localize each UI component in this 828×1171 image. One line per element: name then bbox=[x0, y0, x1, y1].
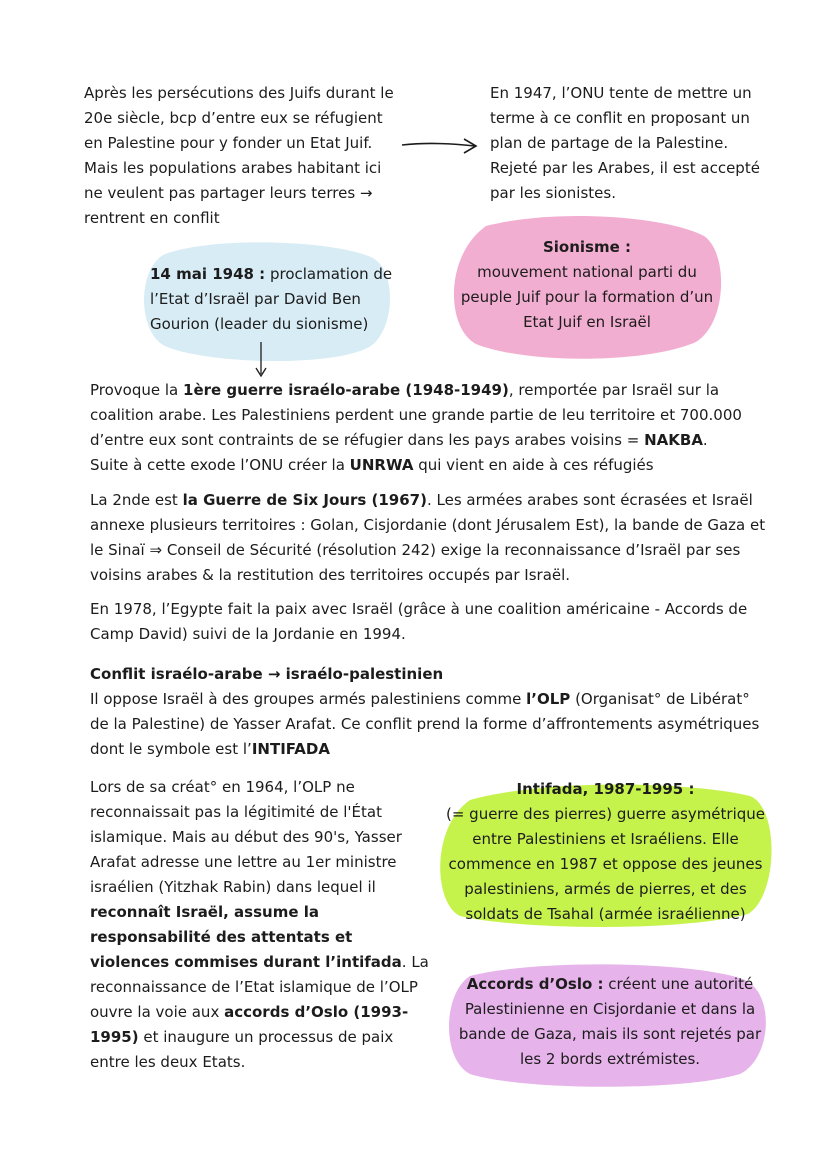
intro-right-text: En 1947, l’ONU tente de mettre un terme à ce conflit en proposant un plan de partage de la Palestine. Rejeté par les Arabes, il est accepté par les sionistes. bbox=[490, 84, 760, 202]
paragraph-first-war: Provoque la 1ère guerre israélo-arabe (1948-1949), remportée par Israël sur la coalition arabe. Les Palestiniens perdent une grande partie de leu territoire et 700.000 d’entre eux sont contraints de se réfugier dans les pays arabes voisins = NAKBA. Suite à cette exode l’ONU créer la UNRWA qui vient en aide à ces réfugiés bbox=[90, 381, 742, 474]
box-intifada-title: Intifada, 1987-1995 : bbox=[516, 780, 695, 798]
box-sionisme-title: Sionisme : bbox=[542, 238, 632, 256]
paragraph-olp: Lors de sa créat° en 1964, l’OLP ne reconnaissait pas la légitimité de l'État islamique. Mais au début des 90's, Yasser Arafat adresse une lettre au 1er ministre israélien (Yitzhak Rabin) dans lequel il reconnaît Israël, assume la responsabilité des attentats et violences commises durant l’intifada. La reconnaissance de l’Etat islamique de l’OLP ouvre la voie aux accords d’Oslo (1993-1995) et inaugure un processus de paix entre les deux Etats. bbox=[90, 778, 429, 1071]
intro-left-text: Après les persécutions des Juifs durant le 20e siècle, bcp d’entre eux se réfugient en Palestine pour y fonder un Etat Juif. Mais les populations arabes habitant ici ne veulent pas partager leurs terres → rentrent en conflit bbox=[84, 84, 394, 227]
box-sionisme: Sionisme : mouvement national parti du peuple Juif pour la formation d’un Etat Juif en Israël bbox=[460, 238, 714, 331]
box-oslo-title: Accords d’Oslo : bbox=[466, 975, 604, 993]
box-intifada: Intifada, 1987-1995 : (= guerre des pierres) guerre asymétrique entre Palestiniens et Israéliens. Elle commence en 1987 et oppose des jeunes palestiniens, armés de pierres, et des soldats de Tsahal (armée israélienne) bbox=[445, 780, 766, 923]
box-1948: 14 mai 1948 : proclamation de l’Etat d’Israël par David Ben Gourion (leader du sionisme) bbox=[150, 265, 393, 333]
paragraph-six-day-war: La 2nde est la Guerre de Six Jours (1967). Les armées arabes sont écrasées et Israël annexe plusieurs territoires : Golan, Cisjordanie (dont Jérusalem Est), la bande de Gaza et le Sinaï ⇒ Conseil de Sécurité (résolution 242) exige la reconnaissance d’Israël par ses voisins arabes & la restitution des territoires occupés par Israël. bbox=[90, 491, 766, 584]
paragraph-camp-david: En 1978, l’Egypte fait la paix avec Israël (grâce à une coalition américaine - Accords de Camp David) suivi de la Jordanie en 1994. bbox=[90, 600, 748, 643]
down-arrow-icon bbox=[252, 340, 272, 380]
box-oslo: Accords d’Oslo : créent une autorité Palestinienne en Cisjordanie et dans la bande de Gaza, mais ils sont rejetés par les 2 bords extrémistes. bbox=[458, 975, 762, 1068]
box-1948-date: 14 mai 1948 : bbox=[150, 265, 266, 283]
right-arrow-icon bbox=[400, 136, 490, 156]
section-conflict: Conflit israélo-arabe → israélo-palestinien Il oppose Israël à des groupes armés palestiniens comme l’OLP (Organisat° de Libérat° de la Palestine) de Yasser Arafat. Ce conflit prend la forme d’affrontements asymétriques dont le symbole est l’INTIFADA bbox=[90, 665, 760, 758]
section-heading: Conflit israélo-arabe → israélo-palestinien bbox=[90, 665, 444, 683]
